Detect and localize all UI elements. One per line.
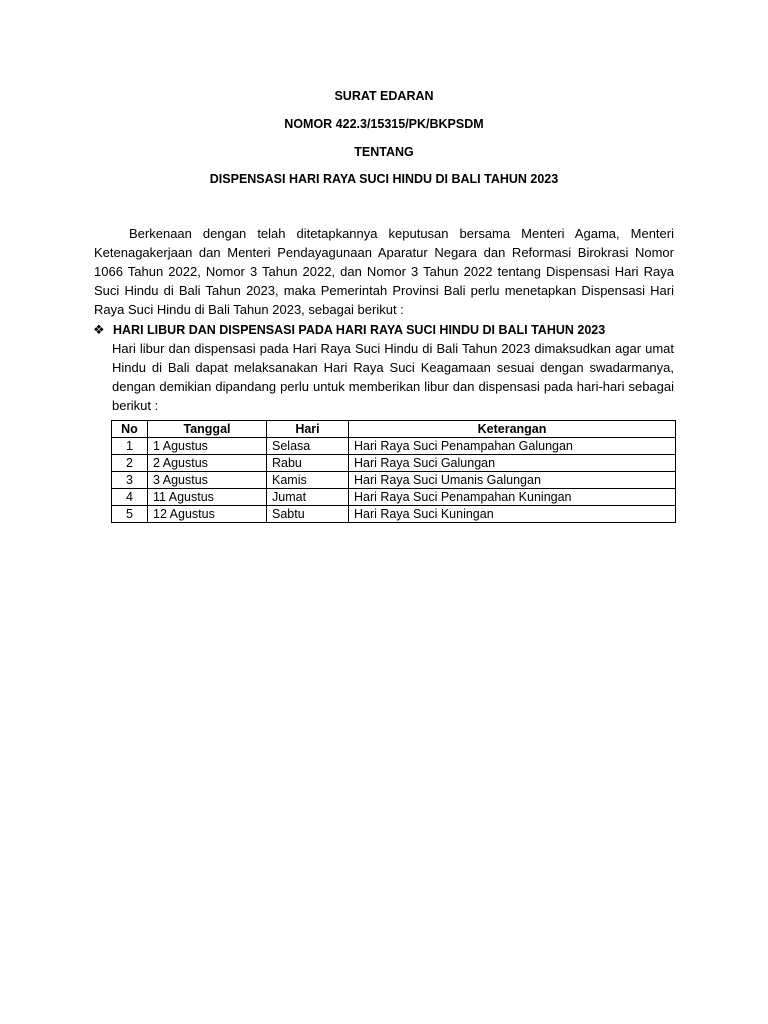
cell-day: Jumat	[267, 489, 349, 506]
column-header-description: Keterangan	[349, 421, 676, 438]
table-row	[112, 506, 676, 523]
diamond-bullet-icon: ❖	[93, 322, 105, 337]
cell-date: 1 Agustus	[148, 438, 267, 455]
table-row	[112, 455, 676, 472]
section-heading	[93, 322, 693, 338]
cell-date: 3 Agustus	[148, 472, 267, 489]
document-number: NOMOR 422.3/15315/PK/BKPSDM	[284, 117, 484, 131]
cell-day: Sabtu	[267, 506, 349, 523]
cell-description: Hari Raya Suci Galungan	[349, 455, 676, 472]
cell-date: 2 Agustus	[148, 455, 267, 472]
column-header-day: Hari	[267, 421, 349, 438]
cell-no: 1	[112, 438, 148, 455]
table-header-row	[112, 421, 676, 438]
table-row	[112, 438, 676, 455]
cell-no: 2	[112, 455, 148, 472]
cell-day: Rabu	[267, 455, 349, 472]
cell-description: Hari Raya Suci Penampahan Galungan	[349, 438, 676, 455]
table-row	[112, 472, 676, 489]
cell-no: 4	[112, 489, 148, 506]
section-body-paragraph: Hari libur dan dispensasi pada Hari Raya Suci Hindu di Bali Tahun 2023 dimaksudkan agar umat Hindu di Bali dapat melaksanakan Hari Raya Suci Keagamaan sesuai dengan swadarmanya, dengan demikian dipandang perlu untuk memberikan libur dan dispensasi pada hari-hari sebagai berikut :	[112, 341, 674, 413]
section-title-text: HARI LIBUR DAN DISPENSASI PADA HARI RAYA SUCI HINDU DI BALI TAHUN 2023	[113, 323, 606, 337]
holiday-table	[111, 420, 676, 523]
intro-paragraph: Berkenaan dengan telah ditetapkannya keputusan bersama Menteri Agama, Menteri Ketenagakerjaan dan Menteri Pendayagunaan Aparatur Negara dan Reformasi Birokrasi Nomor 1066 Tahun 2022, Nomor 3 Tahun 2022, dan Nomor 3 Tahun 2022 tentang Dispensasi Hari Raya Suci Hindu di Bali Tahun 2023, maka Pemerintah Provinsi Bali perlu menetapkan Dispensasi Hari Raya Suci Hindu di Bali Tahun 2023, sebagai berikut :	[94, 226, 674, 317]
cell-date: 11 Agustus	[148, 489, 267, 506]
table-row	[112, 489, 676, 506]
document-title: SURAT EDARAN	[334, 89, 434, 103]
cell-day: Kamis	[267, 472, 349, 489]
about-label: TENTANG	[354, 145, 414, 159]
column-header-no: No	[112, 421, 148, 438]
cell-description: Hari Raya Suci Kuningan	[349, 506, 676, 523]
column-header-date: Tanggal	[148, 421, 267, 438]
document-subject: DISPENSASI HARI RAYA SUCI HINDU DI BALI TAHUN 2023	[209, 172, 559, 186]
cell-description: Hari Raya Suci Penampahan Kuningan	[349, 489, 676, 506]
cell-description: Hari Raya Suci Umanis Galungan	[349, 472, 676, 489]
cell-no: 5	[112, 506, 148, 523]
cell-no: 3	[112, 472, 148, 489]
cell-day: Selasa	[267, 438, 349, 455]
cell-date: 12 Agustus	[148, 506, 267, 523]
